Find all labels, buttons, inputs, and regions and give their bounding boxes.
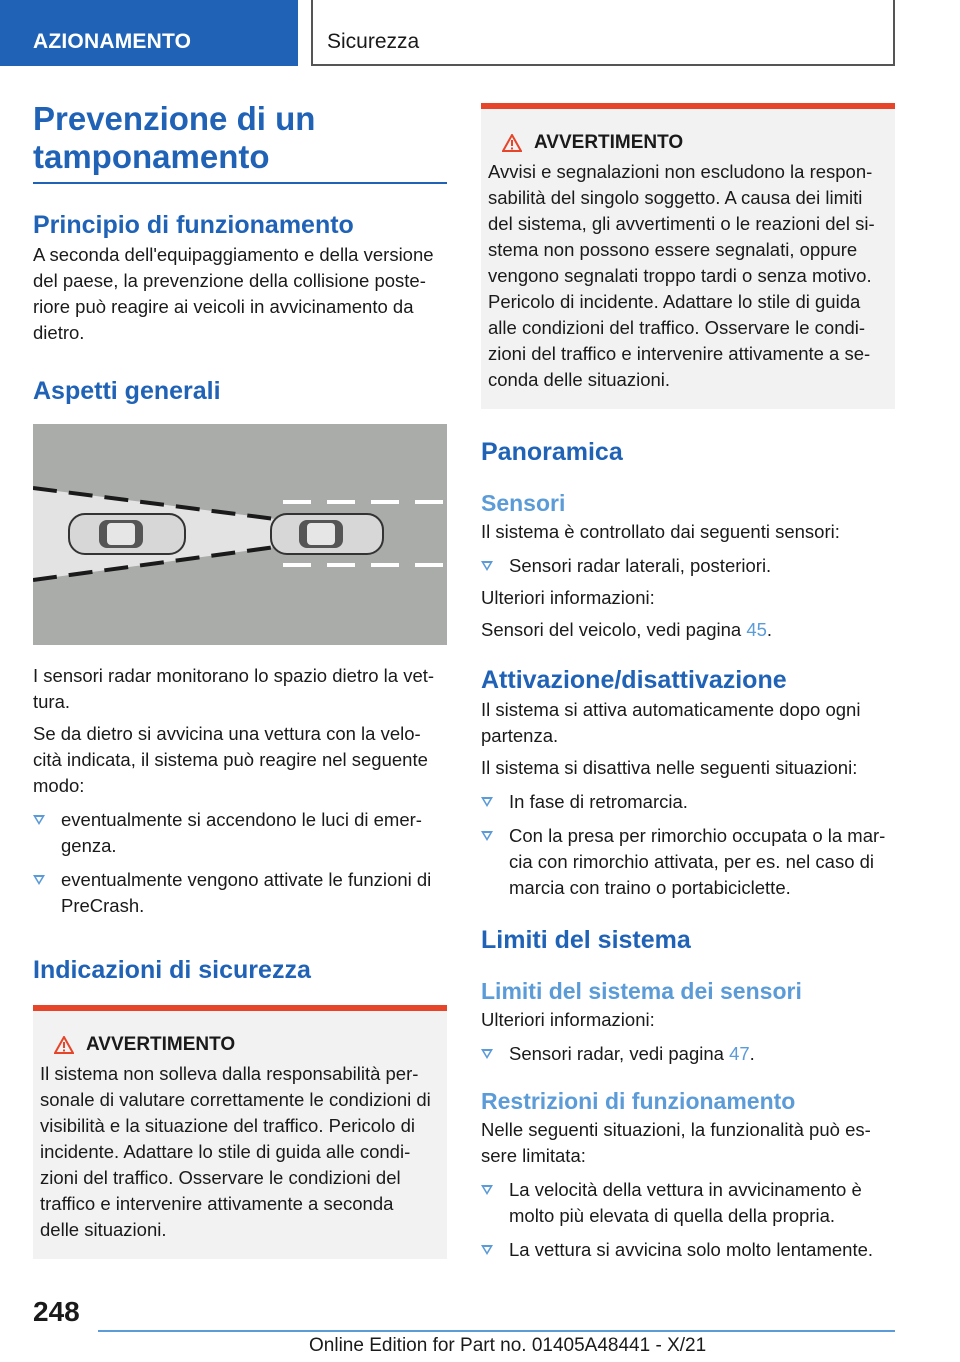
- warning-box: [33, 1005, 447, 1259]
- left-column: [33, 100, 447, 1259]
- own-car: [271, 514, 383, 554]
- list-item: eventualmente vengono attivate le funzioni di PreCrash.: [33, 867, 447, 919]
- restrizioni-text: Nelle seguenti situazioni, la funzionalità può es-sere limitata:: [481, 1119, 871, 1166]
- restrizioni-list: [481, 1177, 895, 1263]
- page-title: Prevenzione di un tamponamento: [33, 100, 316, 175]
- title-rule: [33, 182, 447, 184]
- panoramica-heading: Panoramica: [481, 438, 623, 466]
- page-link-47[interactable]: 47: [729, 1043, 750, 1064]
- bullet-triangle-icon: [481, 797, 493, 807]
- disattiva-list: [481, 789, 895, 901]
- warning-triangle-icon: [502, 134, 522, 152]
- principio-text: A seconda dell'equipaggiamento e della versione del paese, la prevenzione della collisione poste-riore può reagire ai veicoli in avvicinamento da dietro.: [33, 244, 434, 343]
- radar-ref-list: [481, 1041, 895, 1067]
- limiti-sensori-heading: Limiti del sistema dei sensori: [481, 978, 802, 1004]
- rear-radar-illustration: [33, 424, 447, 645]
- radar-text: I sensori radar monitorano lo spazio dietro la vet-tura.: [33, 665, 435, 712]
- warning-title: AVVERTIMENTO: [40, 1033, 433, 1057]
- warning-box: [481, 103, 895, 409]
- list-item: Sensori radar laterali, posteriori.: [481, 553, 895, 579]
- rear-car: [69, 514, 185, 554]
- principio-heading: Principio di funzionamento: [33, 211, 354, 239]
- list-item: Con la presa per rimorchio occupata o la mar-cia con rimorchio attivata, per es. nel caso di marcia con traino o portabiciclette.: [481, 823, 895, 901]
- edition-text: Online Edition for Part no. 01405A48441 - X/21: [309, 1335, 707, 1356]
- warning-text: Il sistema non solleva dalla responsabilità per-sonale di valutare correttamente le condizioni di visibilità e la situazione del traffico. Pericolo di incidente. Adattare lo stile di guida alle condi-zioni del traffico. Osservare le condizioni del traffico e intervenire attivamente a seconda delle situazioni.: [40, 1063, 431, 1240]
- footer-rule: [98, 1330, 895, 1332]
- list-item: In fase di retromarcia.: [481, 789, 895, 815]
- list-item: La velocità della vettura in avvicinamento è molto più elevata di quella della propria.: [481, 1177, 895, 1229]
- bullet-triangle-icon: [481, 1049, 493, 1059]
- bullet-triangle-icon: [33, 815, 45, 825]
- bullet-triangle-icon: [33, 875, 45, 885]
- bullet-triangle-icon: [481, 1185, 493, 1195]
- bullet-triangle-icon: [481, 831, 493, 841]
- right-column: [481, 103, 895, 1263]
- warning-triangle-icon: [54, 1036, 74, 1054]
- disattiva-text: Il sistema si disattiva nelle seguenti situazioni:: [481, 757, 858, 778]
- sensori-heading: Sensori: [481, 490, 566, 516]
- sicurezza-heading: Indicazioni di sicurezza: [33, 956, 311, 984]
- page-link-45[interactable]: 45: [746, 619, 767, 640]
- attivazione-heading: Attivazione/disattivazione: [481, 666, 787, 694]
- bullet-triangle-icon: [481, 561, 493, 571]
- aspetti-heading: Aspetti generali: [33, 377, 221, 405]
- warning-title: AVVERTIMENTO: [488, 131, 881, 155]
- sensori-text: Il sistema è controllato dai seguenti sensori:: [481, 521, 840, 542]
- restrizioni-heading: Restrizioni di funzionamento: [481, 1088, 796, 1114]
- ulteriori-label: Ulteriori informazioni:: [481, 587, 655, 608]
- chapter-tab: AZIONAMENTO: [0, 0, 298, 66]
- attivazione-text: Il sistema si attiva automaticamente dopo ogni partenza.: [481, 699, 861, 746]
- warning-text: Avvisi e segnalazioni non escludono la respon-sabilità del singolo soggetto. A causa dei limiti del sistema, gli avvertimenti o le reazioni del si-stema non possono essere segnalati, oppure vengono segnalati troppo tardi o senza motivo. Pericolo di incidente. Adattare lo stile di guida alle condizioni del traffico. Osservare le condi-zioni del traffico e intervenire attivamente a se-conda delle situazioni.: [488, 161, 875, 390]
- sensori-reference: Sensori del veicolo, vedi pagina 45.: [481, 619, 773, 640]
- sensori-list: [481, 553, 895, 579]
- section-title: Sicurezza: [311, 0, 895, 66]
- reaction-list: [33, 807, 447, 919]
- list-item: eventualmente si accendono le luci di emer-genza.: [33, 807, 447, 859]
- bullet-triangle-icon: [481, 1245, 493, 1255]
- list-item: La vettura si avvicina solo molto lentamente.: [481, 1237, 895, 1263]
- list-item: Sensori radar, vedi pagina 47.: [481, 1041, 895, 1067]
- ulteriori-label: Ulteriori informazioni:: [481, 1009, 655, 1030]
- road-scene-graphic: [33, 424, 447, 645]
- limiti-heading: Limiti del sistema: [481, 926, 691, 954]
- page-number: 248: [33, 1296, 80, 1327]
- approach-text: Se da dietro si avvicina una vettura con la velo-cità indicata, il sistema può reagire nel seguente modo:: [33, 723, 428, 796]
